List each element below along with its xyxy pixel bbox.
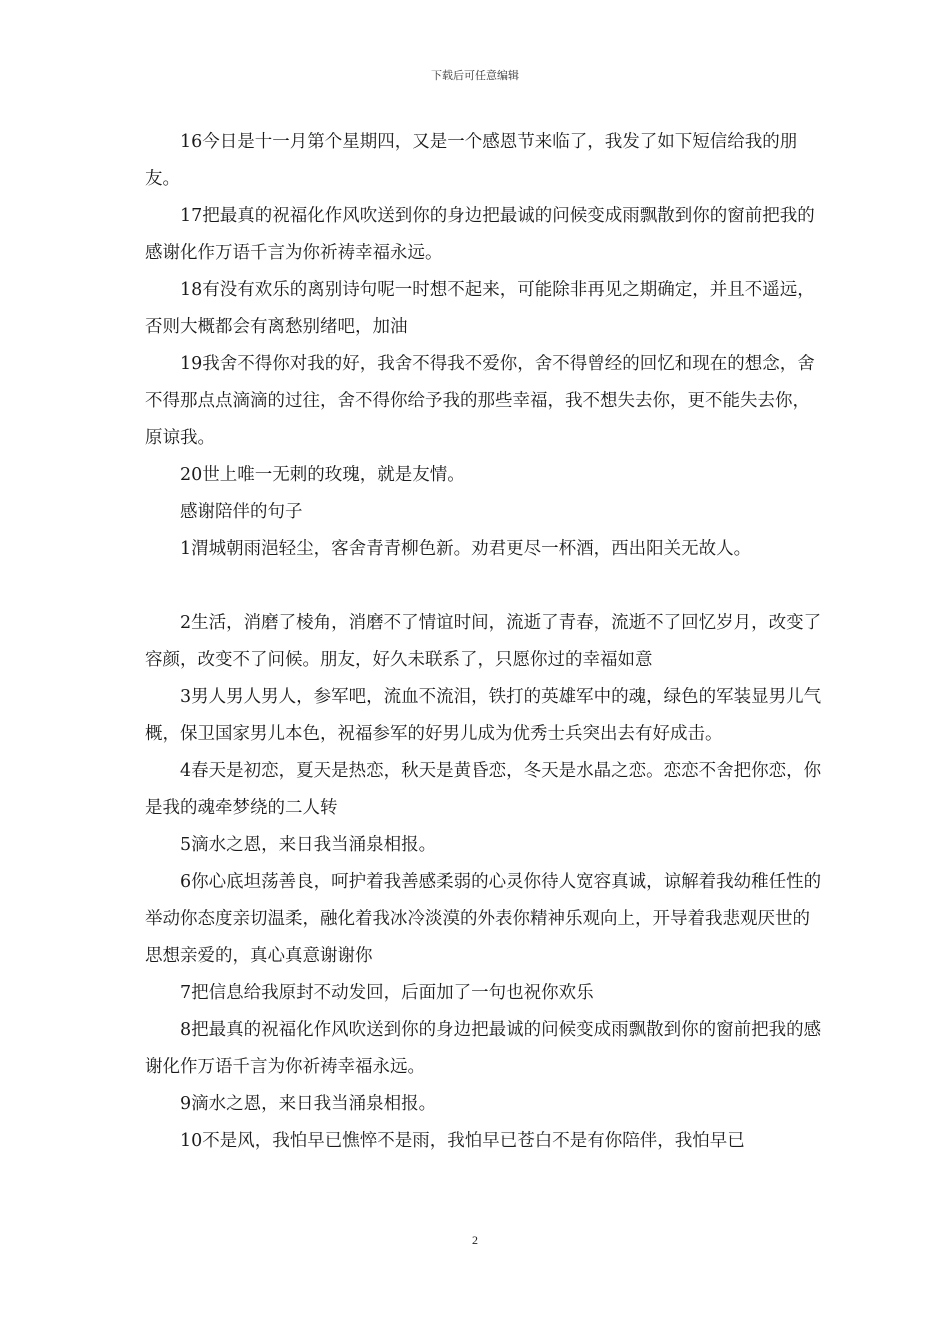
paragraph-9: 9滴水之恩，来日我当涌泉相报。 <box>180 1094 437 1114</box>
page-header: 下载后可任意编辑 <box>431 69 519 82</box>
paragraph-8: 8把最真的祝福化作风吹送到你的身边把最诚的问候变成雨飘散到你的窗前把我的感谢化作万语千言为你祈祷幸福永远。 <box>145 1020 822 1077</box>
paragraph-10: 10不是风，我怕早已憔悴不是雨，我怕早已苍白不是有你陪伴，我怕早已 <box>180 1131 745 1151</box>
page-number: 2 <box>472 1233 478 1247</box>
paragraph-4: 4春天是初恋，夏天是热恋，秋天是黄昏恋，冬天是水晶之恋。恋恋不舍把你恋，你是我的魂牵梦绕的二人转 <box>145 761 822 818</box>
paragraph-5: 5滴水之恩，来日我当涌泉相报。 <box>180 835 437 855</box>
paragraph-17: 17把最真的祝福化作风吹送到你的身边把最诚的问候变成雨飘散到你的窗前把我的感谢化作万语千言为你祈祷幸福永远。 <box>145 206 815 263</box>
paragraph-18: 18有没有欢乐的离别诗句呢一时想不起来，可能除非再见之期确定，并且不遥远，否则大概都会有离愁别绪吧，加油 <box>145 280 815 337</box>
paragraph-1: 1渭城朝雨浥轻尘，客舍青青柳色新。劝君更尽一杯酒，西出阳关无故人。 <box>180 539 752 559</box>
paragraph-16: 16今日是十一月第个星期四，又是一个感恩节来临了，我发了如下短信给我的朋友。 <box>145 132 798 189</box>
blank-line <box>145 568 825 605</box>
section-heading: 感谢陪伴的句子 <box>180 502 303 522</box>
paragraph-2: 2生活，消磨了棱角，消磨不了情谊时间，流逝了青春，流逝不了回忆岁月，改变了容颜，改变不了问候。朋友，好久未联系了，只愿你过的幸福如意 <box>145 613 822 670</box>
paragraph-7: 7把信息给我原封不动发回，后面加了一句也祝你欢乐 <box>180 983 594 1003</box>
paragraph-3: 3男人男人男人，参军吧，流血不流泪，铁打的英雄军中的魂，绿色的军装显男儿气概，保卫国家男儿本色，祝福参军的好男儿成为优秀士兵突出去有好成击。 <box>145 687 822 744</box>
paragraph-6: 6你心底坦荡善良，呵护着我善感柔弱的心灵你待人宽容真诚，谅解着我幼稚任性的举动你态度亲切温柔，融化着我冰冷淡漠的外表你精神乐观向上，开导着我悲观厌世的思想亲爱的，真心真意谢谢你 <box>145 872 822 966</box>
paragraph-19: 19我舍不得你对我的好，我舍不得我不爱你，舍不得曾经的回忆和现在的想念，舍不得那点点滴滴的过往，舍不得你给予我的那些幸福，我不想失去你，更不能失去你，原谅我。 <box>145 354 815 448</box>
paragraph-20: 20世上唯一无刺的玫瑰，就是友情。 <box>180 465 465 485</box>
document-body <box>145 124 825 1160</box>
